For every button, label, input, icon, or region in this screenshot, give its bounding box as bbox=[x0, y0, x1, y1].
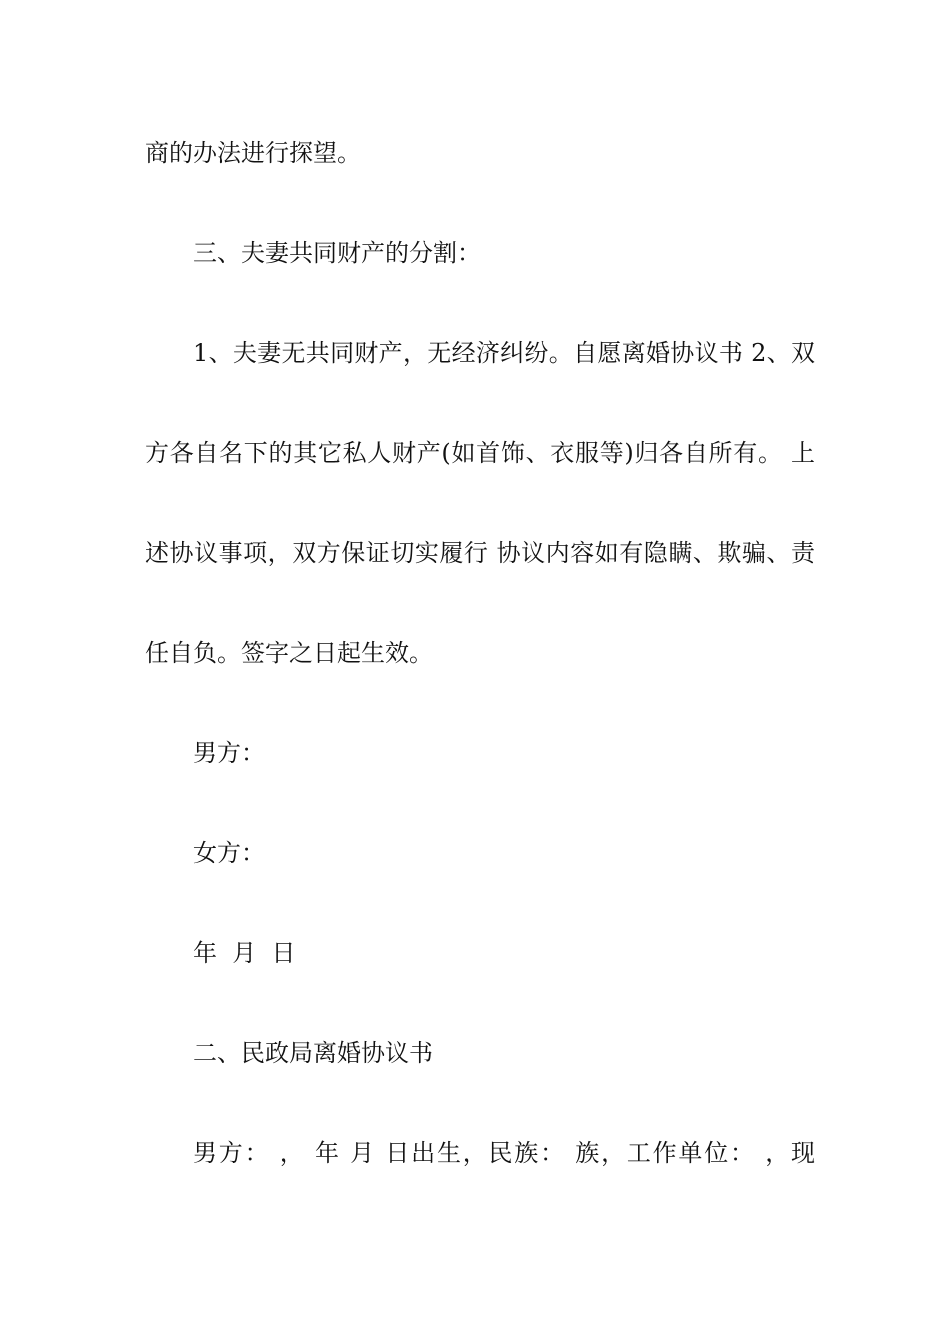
paragraph-line-agreement: 述协议事项，双方保证切实履行 协议内容如有隐瞒、欺骗、责 bbox=[145, 539, 815, 567]
paragraph-line-effective: 任自负。签字之日起生效。 bbox=[145, 639, 433, 667]
paragraph-line-visitation-end: 商的办法进行探望。 bbox=[145, 139, 361, 167]
signature-female-label: 女方： bbox=[193, 839, 265, 867]
section-heading-property-division: 三、夫妻共同财产的分割： bbox=[193, 239, 481, 267]
paragraph-line-property-1: 1、夫妻无共同财产，无经济纠纷。自愿离婚协议书 2、双 bbox=[193, 339, 815, 367]
section-heading-civil-affairs: 二、民政局离婚协议书 bbox=[193, 1039, 433, 1067]
signature-male-label: 男方： bbox=[193, 739, 265, 767]
paragraph-line-male-info: 男方： ， 年 月 日出生，民族： 族，工作单位： ，现 bbox=[193, 1139, 815, 1167]
signature-date-label: 年 月 日 bbox=[193, 939, 296, 967]
paragraph-line-property-2: 方各自名下的其它私人财产(如首饰、衣服等)归各自所有。 上 bbox=[145, 439, 815, 467]
